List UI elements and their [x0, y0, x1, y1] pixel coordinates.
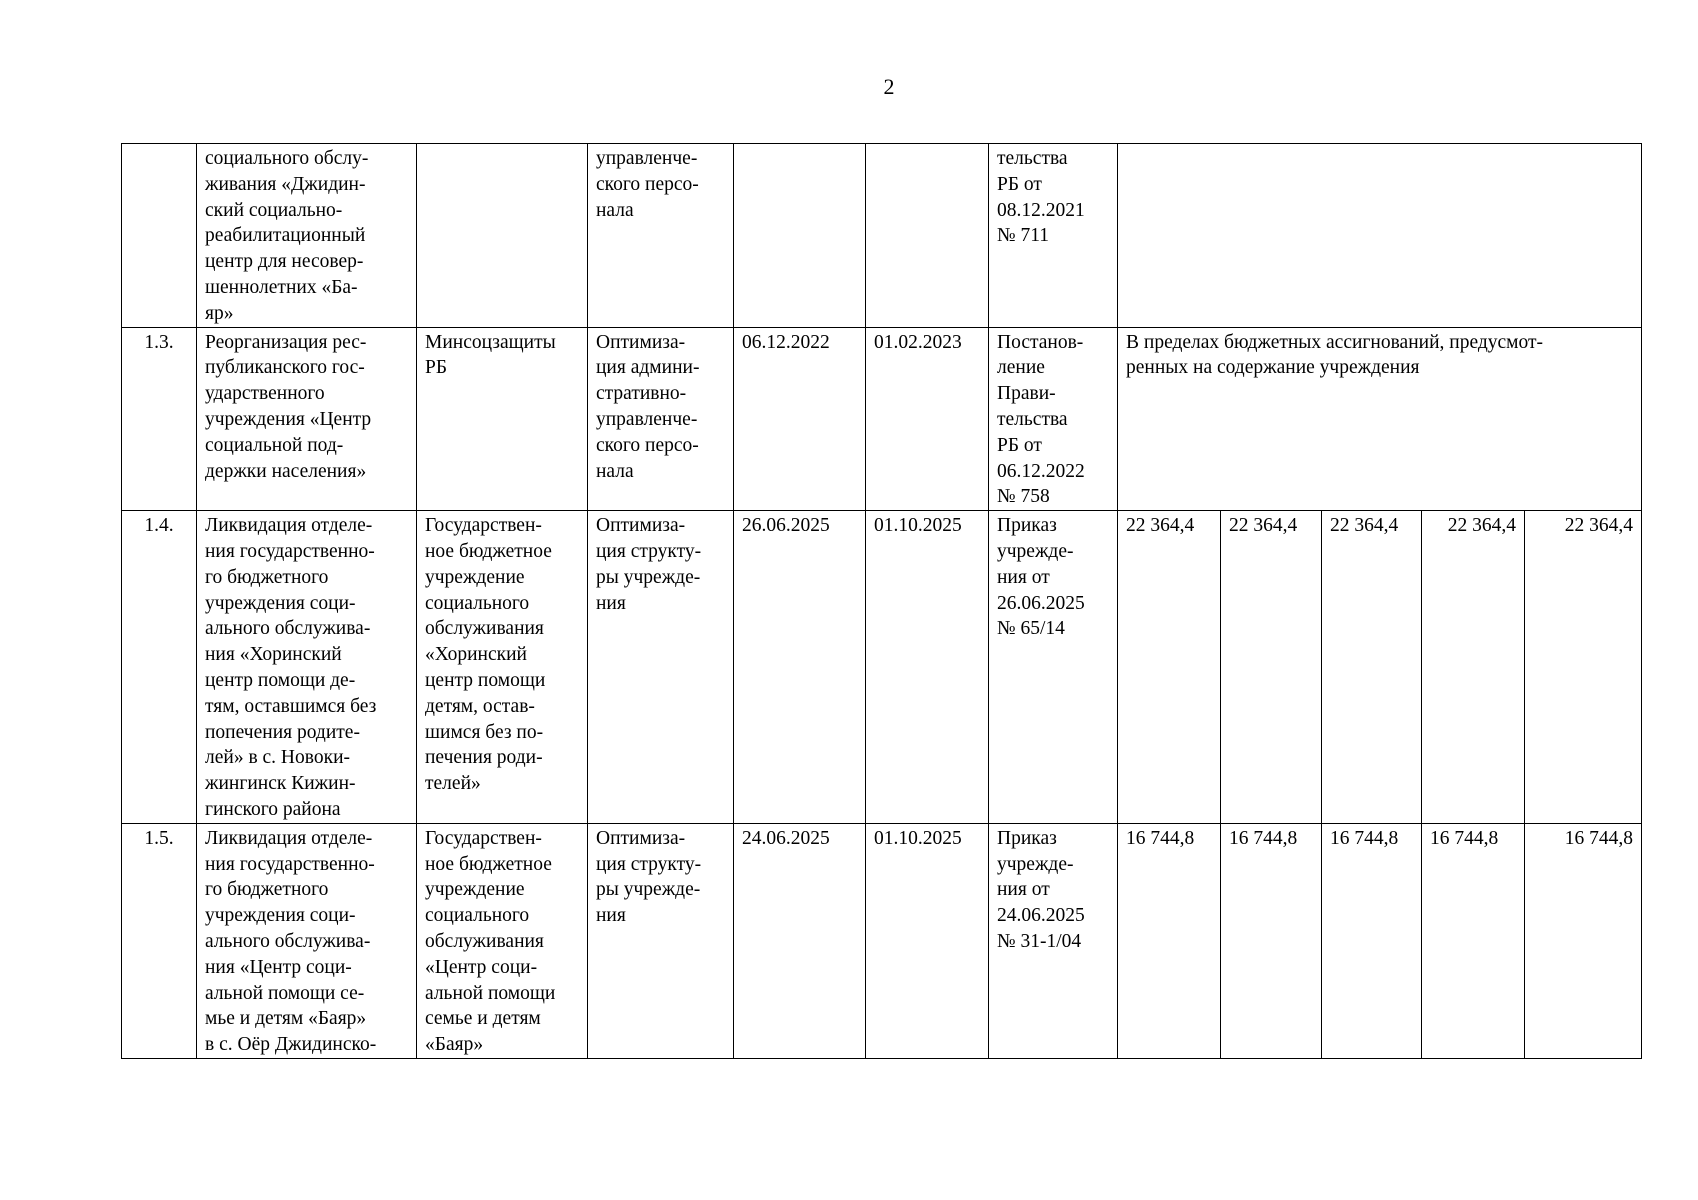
- measure-cell: Реорганизация рес- публиканского гос- ударственного учреждения «Центр социальной под- держки населения»: [197, 327, 417, 511]
- document-cell: Приказ учрежде- ния от 26.06.2025 № 65/14: [989, 511, 1118, 824]
- document-cell: Приказ учрежде- ния от 24.06.2025 № 31-1/04: [989, 823, 1118, 1058]
- table-row: [122, 823, 1642, 1058]
- table-row: [122, 327, 1642, 511]
- executor-cell: Минсоцзащиты РБ: [417, 327, 588, 511]
- row-number-cell: 1.3.: [122, 327, 197, 511]
- amount-cell: 16 744,8: [1525, 823, 1642, 1058]
- start-date-cell: 06.12.2022: [734, 327, 866, 511]
- row-number-cell: 1.4.: [122, 511, 197, 824]
- goal-cell: управленче- ского персо- нала: [588, 144, 734, 328]
- table-row: [122, 144, 1642, 328]
- start-date-cell: 24.06.2025: [734, 823, 866, 1058]
- funding-cell: [1118, 144, 1642, 328]
- amount-cell: 22 364,4: [1525, 511, 1642, 824]
- measure-cell: Ликвидация отделе- ния государственно- го бюджетного учреждения соци- ального обслужива- ния «Хоринский центр помощи де- тям, оставшимся без попечения родите- лей» в с. Новоки- жингинск Кижин- гинского района: [197, 511, 417, 824]
- executor-cell: Государствен- ное бюджетное учреждение социального обслуживания «Хоринский центр помощи детям, остав- шимся без по- печения роди- телей»: [417, 511, 588, 824]
- start-date-cell: [734, 144, 866, 328]
- executor-cell: [417, 144, 588, 328]
- goal-cell: Оптимиза- ция админи- стративно- управленче- ского персо- нала: [588, 327, 734, 511]
- measure-cell: социального обслу- живания «Джидин- ский социально- реабилитационный центр для несовер- шеннолетних «Ба- яр»: [197, 144, 417, 328]
- amount-cell: 22 364,4: [1221, 511, 1322, 824]
- measure-cell: Ликвидация отделе- ния государственно- го бюджетного учреждения соци- ального обслужива- ния «Центр соци- альной помощи се- мье и детям «Баяр» в с. Оёр Джидинско-: [197, 823, 417, 1058]
- amount-cell: 16 744,8: [1118, 823, 1221, 1058]
- amount-cell: 16 744,8: [1322, 823, 1422, 1058]
- executor-cell: Государствен- ное бюджетное учреждение социального обслуживания «Центр соци- альной помощи семье и детям «Баяр»: [417, 823, 588, 1058]
- page-number: 2: [883, 74, 895, 99]
- row-number-cell: [122, 144, 197, 328]
- amount-cell: 22 364,4: [1422, 511, 1525, 824]
- amount-cell: 22 364,4: [1322, 511, 1422, 824]
- end-date-cell: 01.10.2025: [866, 511, 989, 824]
- document-cell: Постанов- ление Прави- тельства РБ от 06.12.2022 № 758: [989, 327, 1118, 511]
- amount-cell: 16 744,8: [1422, 823, 1525, 1058]
- row-number-cell: 1.5.: [122, 823, 197, 1058]
- document-cell: тельства РБ от 08.12.2021 № 711: [989, 144, 1118, 328]
- end-date-cell: [866, 144, 989, 328]
- measures-table: [121, 143, 1642, 1059]
- amount-cell: 22 364,4: [1118, 511, 1221, 824]
- amount-cell: 16 744,8: [1221, 823, 1322, 1058]
- goal-cell: Оптимиза- ция структу- ры учрежде- ния: [588, 823, 734, 1058]
- start-date-cell: 26.06.2025: [734, 511, 866, 824]
- table-row: [122, 511, 1642, 824]
- goal-cell: Оптимиза- ция структу- ры учрежде- ния: [588, 511, 734, 824]
- end-date-cell: 01.02.2023: [866, 327, 989, 511]
- end-date-cell: 01.10.2025: [866, 823, 989, 1058]
- funding-cell: В пределах бюджетных ассигнований, предусмот- ренных на содержание учреждения: [1118, 327, 1642, 511]
